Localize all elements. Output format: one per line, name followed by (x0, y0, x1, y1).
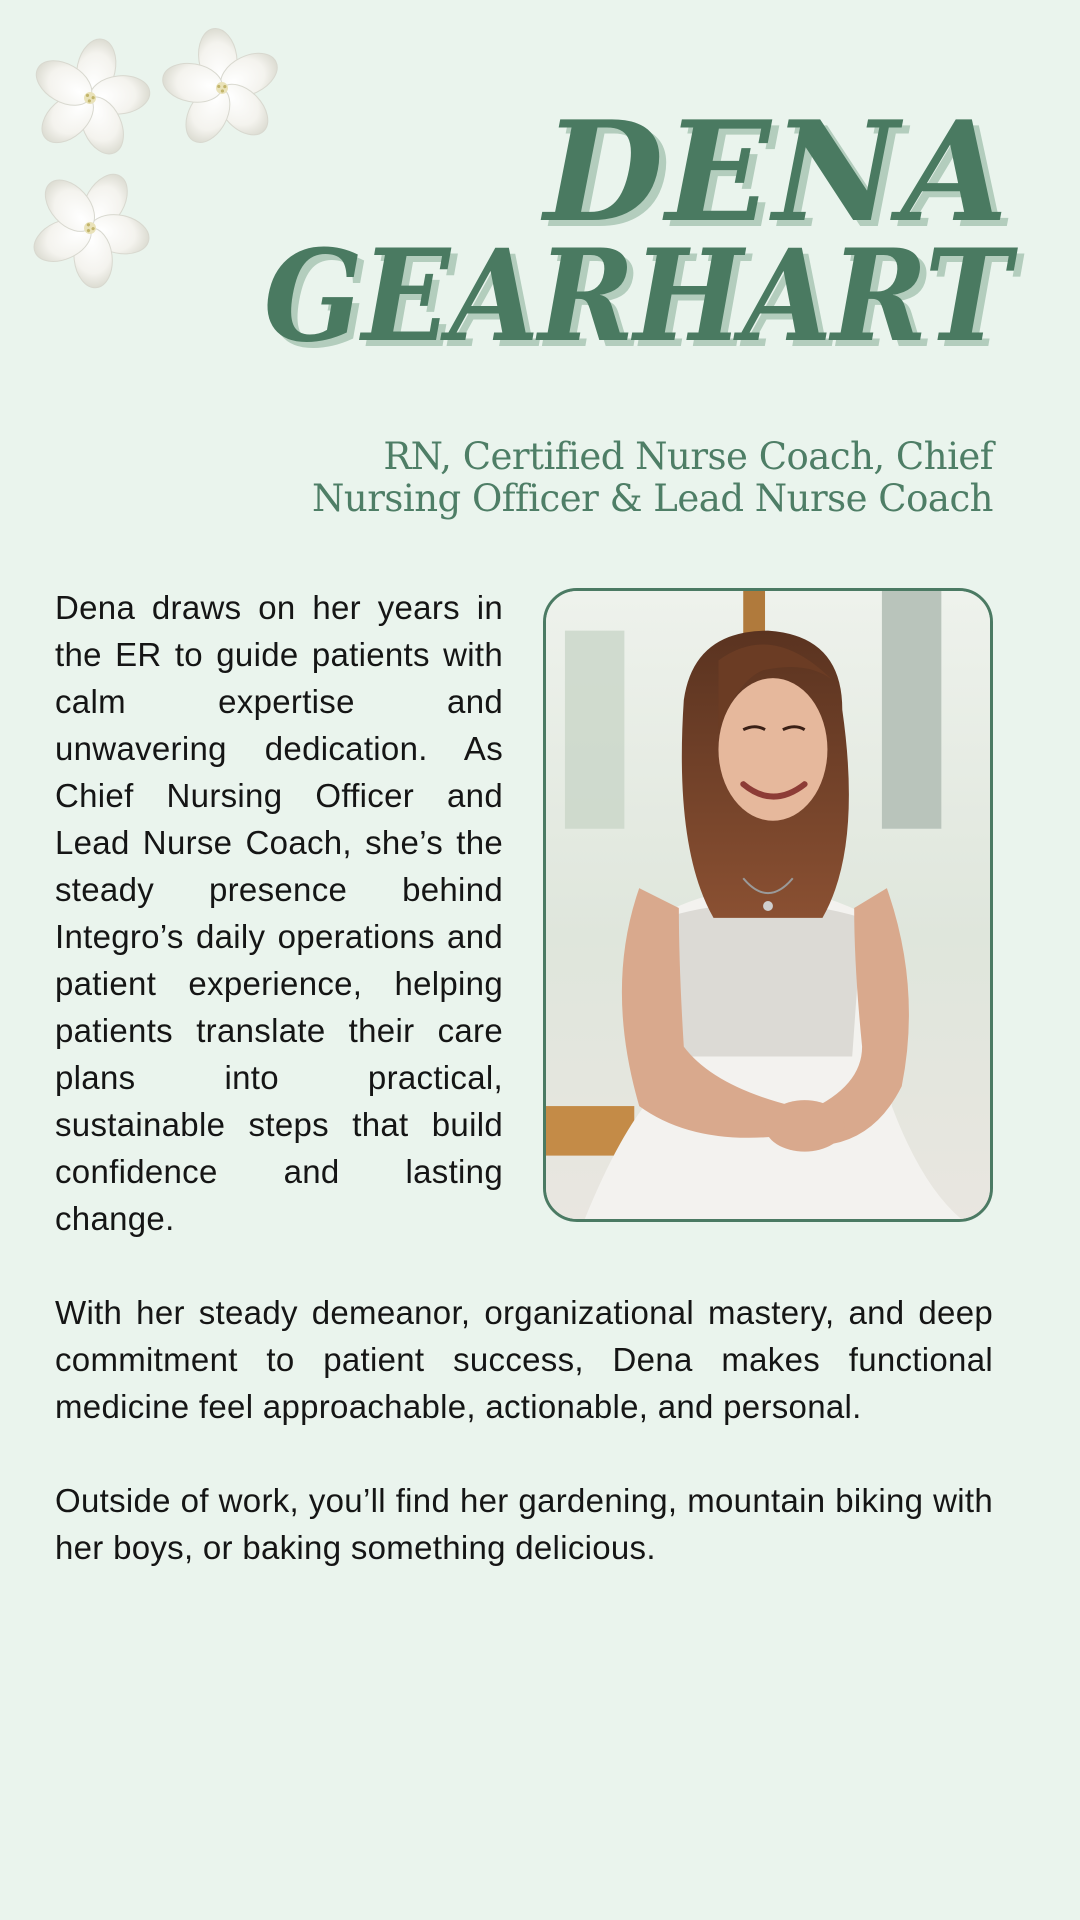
bio-paragraph-1: Dena draws on her years in the ER to guide patients with calm expertise and unwavering dedication. As Chief Nursing Officer and Lead Nurse Coach, she’s the steady presence behind Integro’s daily operations and patient experience, helping patients translate their care plans into practical, sustainable steps that build confidence and lasting change. (55, 589, 503, 1237)
bio-paragraph-2: With her steady demeanor, organizational mastery, and deep commitment to patient success, Dena makes functional medicine feel approachable, actionable, and personal. (55, 1294, 993, 1425)
job-title: RN, Certified Nurse Coach, Chief Nursing Officer & Lead Nurse Coach (311, 435, 993, 520)
bio-section (55, 584, 993, 1618)
portrait-image (546, 591, 990, 1219)
profile-photo (543, 588, 993, 1222)
page-title (170, 90, 1010, 370)
first-name: DENA (543, 90, 1010, 253)
bio-paragraph-3: Outside of work, you’ll find her gardening, mountain biking with her boys, or baking something delicious. (55, 1482, 993, 1566)
last-name: GEARHART (263, 222, 1010, 370)
